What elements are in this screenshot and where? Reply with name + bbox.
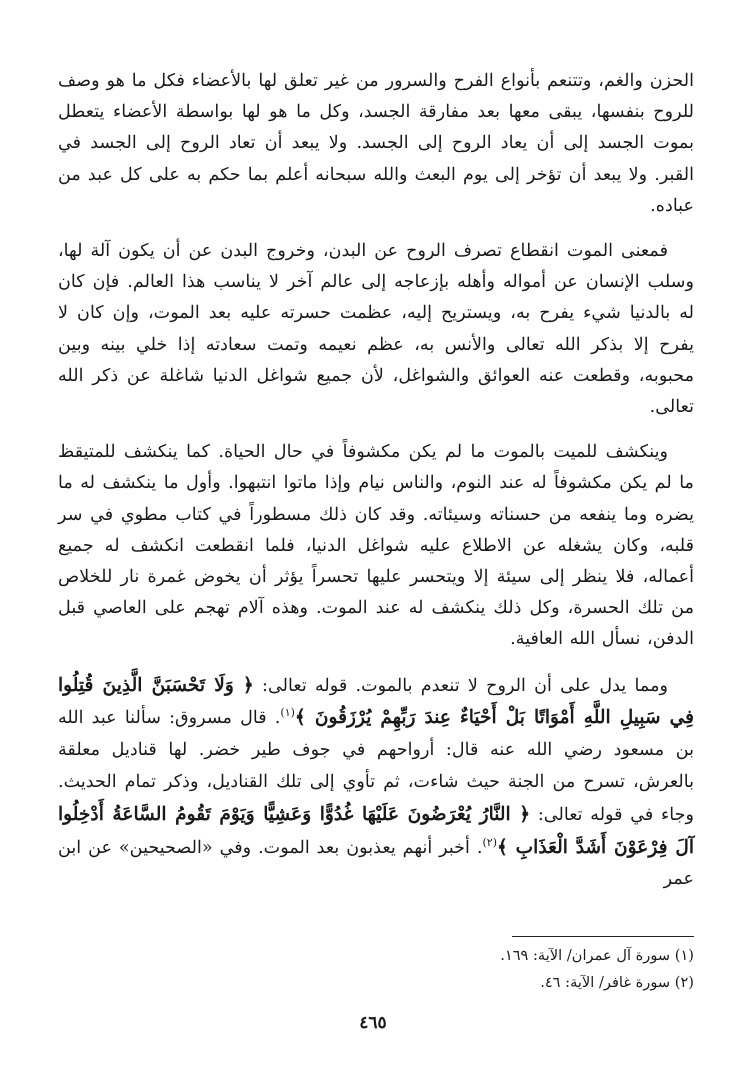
- paragraph-3: وينكشف للميت بالموت ما لم يكن مكشوفاً في حال الحياة. كما ينكشف للمتيقظ ما لم يكن مكشوفاً له عند النوم، والناس نيام وإذا ماتوا انتبهوا. وأول ما ينكشف له ما يضره وما ينفعه من حسناته وسيئاته. وقد كان ذلك مسطوراً في كتاب مطوي في سر قلبه، وكان يشغله عن الاطلاع عليه شواغل الدنيا، فلما انقطعت انكشف له جميع أعماله، فلا ينظر إلى سيئة إلا ويتحسر عليها تحسراً يؤثر أن يخوض غمرة نار للخلاص من تلك الحسرة، وكل ذلك ينكشف له عند الموت. وهذه آلام تهجم على العاصي قبل الدفن، نسأل الله العافية.: [58, 442, 694, 650]
- footnotes: [58, 942, 694, 996]
- paragraph-2: فمعنى الموت انقطاع تصرف الروح عن البدن، وخروج البدن عن أن يكون آلة لها، وسلب الإنسان عن أمواله وأهله بإزعاجه إلى عالم آخر لا يناسب هذا العالم. فإن كان له بالدنيا شيء يفرح به، ويستريح إليه، عظمت حسرته عليه بعد الموت، وإن كان لا يفرح إلا بذكر الله تعالى والأنس به، عظم نعيمه وتمت سعادته إذا خلي بينه وبين محبوبه، وقطعت عنه العوائق والشواغل، لأن جميع شواغل الدنيا شاغلة عن ذكر الله تعالى.: [58, 241, 694, 418]
- paragraph-1: الحزن والغم، وتتنعم بأنواع الفرح والسرور من غير تعلق لها بالأعضاء فكل ما هو وصف للروح بنفسها، يبقى معها بعد مفارقة الجسد، وكل ما هو لها بواسطة الأعضاء يتعطل بموت الجسد إلى أن يعاد الروح إلى الجسد. ولا يبعد أن تعاد الروح إلى الجسد في القبر. ولا يبعد أن تؤخر إلى يوم البعث والله سبحانه أعلم بما حكم به على كل عبد من عباده.: [58, 71, 694, 216]
- footnote-ref-2: (٢): [482, 835, 497, 849]
- footnote-2: (٢) سورة غافر/ الآية: ٤٦.: [540, 974, 694, 991]
- footnote-ref-1: (١): [280, 706, 295, 720]
- quran-verse-2: ﴿ النَّارُ يُعْرَضُونَ عَلَيْهَا غُدُوًّا وَعَشِيًّا وَيَوْمَ تَقُومُ السَّاعَةُ أَدْخِلُوا آلَ فِرْعَوْنَ أَشَدَّ الْعَذَابِ ﴾: [58, 803, 694, 858]
- footnote-1: (١) سورة آل عمران/ الآية: ١٦٩.: [500, 947, 694, 964]
- quran-verse-1: ﴿ وَلَا تَحْسَبَنَّ الَّذِينَ قُتِلُوا فِي سَبِيلِ اللَّهِ أَمْوَاتًا بَلْ أَحْيَاءٌ عِندَ رَبِّهِمْ يُرْزَقُونَ ﴾: [58, 674, 694, 729]
- page-body: [58, 66, 695, 991]
- paragraph-4-end: . أخبر أنهم يعذبون بعد الموت. وفي «الصحيحين» عن ابن عمر: [58, 837, 694, 890]
- paragraph-4-middle: . قال مسروق: سألنا عبد الله بن مسعود رضي الله عنه قال: أرواحهم في جوف طير خضر. لها قناديل معلقة بالعرش، تسرح من الجنة حيث شاءت، ثم تأوي إلى تلك القناديل، وذكر تمام الحديث. وجاء في قوله تعالى:: [58, 708, 695, 825]
- paragraph-4: [58, 670, 694, 897]
- footnote-divider: [512, 936, 694, 937]
- page-number: ٤٦٥: [359, 1013, 387, 1033]
- paragraph-4-intro: ومما يدل على أن الروح لا تنعدم بالموت. قوله تعالى:: [262, 675, 668, 696]
